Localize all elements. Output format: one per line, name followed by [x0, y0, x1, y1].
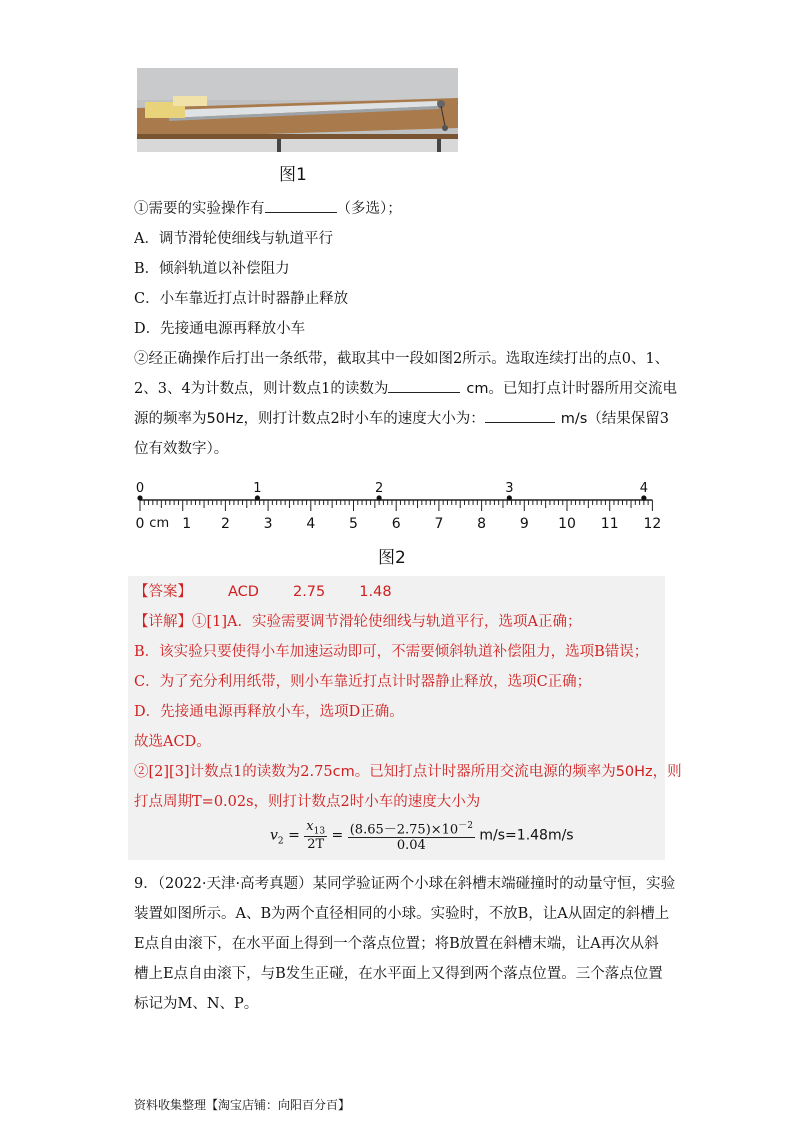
explain-line4: D．先接通电源再释放小车，选项D正确。 — [134, 704, 404, 720]
formula-f2-exp: －2 — [458, 821, 473, 831]
ruler-scale-number: 10 — [558, 516, 576, 532]
explain-line3: C．为了充分利用纸带，则小车靠近打点计时器静止释放，选项C正确； — [134, 674, 592, 690]
question2-line2 — [134, 379, 677, 399]
ruler-svg — [120, 470, 680, 540]
explain-text-1: ①[1]A．实验需要调节滑轮使细线与轨道平行，选项A正确； — [192, 614, 582, 630]
ruler-scale-number: 9 — [519, 516, 529, 532]
tape-point-label: 2 — [374, 481, 384, 496]
answer-blank-2 — [388, 392, 460, 393]
tape-point — [641, 495, 646, 500]
tape-point-label: 1 — [253, 481, 262, 496]
figure2-caption: 图2 — [378, 548, 406, 568]
tape-point — [507, 495, 512, 500]
ruler-scale-number: 6 — [391, 516, 401, 532]
formula-fraction-1 — [304, 819, 327, 853]
answer-blank-3 — [485, 422, 555, 423]
ruler-scale-number: 1 — [182, 516, 192, 532]
answer-value-1: ACD — [228, 584, 259, 600]
ruler-scale-number: 5 — [349, 516, 358, 532]
explain-text-6a: ②[2][3]计数点1的读数为2.75 — [134, 764, 333, 780]
option-c: C．小车靠近打点计时器静止释放 — [134, 291, 349, 307]
tape-point — [377, 495, 382, 500]
ruler-scale-number: 4 — [306, 516, 316, 532]
question2-line3 — [134, 409, 669, 429]
question2-line3-mid: ，则打计数点2时小车的速度大小为： — [243, 411, 485, 427]
explain-line6 — [134, 762, 682, 782]
formula-eq-2: = — [331, 827, 344, 844]
ruler-scale-number: 11 — [600, 516, 619, 532]
unit-mps: m/s — [560, 411, 588, 427]
answer-value-2: 2.75 — [292, 584, 326, 600]
ruler-figure — [120, 470, 680, 540]
explain-text-6c: ，则 — [652, 764, 682, 780]
ruler-scale-number: 2 — [220, 516, 230, 532]
unit-cm: cm — [466, 381, 489, 397]
question2-line3-tail: （结果保留3 — [587, 411, 670, 427]
formula-lhs-sub: 2 — [277, 836, 284, 847]
question9-line4: 槽上E点自由滚下，与B发生正碰，在水平面上又得到两个落点位置。三个落点位置 — [134, 966, 663, 982]
ruler-scale-number: 0 — [135, 516, 145, 532]
formula-f1-num-sub: 13 — [313, 826, 326, 837]
answer-tag: 【答案】 — [134, 584, 192, 600]
explain-line2: B．该实验只要使得小车加速运动即可，不需要倾斜轨道补偿阻力，选项B错误； — [134, 644, 649, 660]
formula-f1-num: x — [306, 818, 314, 834]
tape-point-label: 4 — [639, 481, 649, 496]
answer-value-3: 1.48 — [359, 584, 392, 600]
question9-line3: E点自由滚下，在水平面上得到一个落点位置；将B放置在斜槽末端，让A再次从斜 — [134, 936, 659, 952]
experiment-photo — [137, 68, 458, 152]
question9-line5: 标记为M、N、P。 — [134, 996, 259, 1012]
question1-tail: （多选）； — [336, 201, 402, 217]
question1 — [134, 199, 402, 219]
tape-point-label: 3 — [505, 481, 514, 496]
tape-point-label: 0 — [135, 481, 145, 496]
explain-text-6b: 。已知打点计时器所用交流电源的频率为 — [354, 764, 616, 780]
formula-f1-den: 2T — [307, 837, 325, 853]
formula-result: m/s=1.48m/s — [479, 827, 574, 844]
ruler-unit: cm — [149, 516, 170, 531]
question9-line1: 9．（2022·天津·高考真题）某同学验证两个小球在斜槽末端碰撞时的动量守恒，实验 — [134, 876, 676, 892]
formula-lhs: v — [270, 827, 278, 844]
formula-f2-den: 0.04 — [396, 838, 426, 854]
question2-line2-text: 2、3、4为计数点，则计数点1的读数为 — [134, 381, 389, 397]
figure1-caption: 图1 — [279, 165, 307, 185]
question1-text: ①需要的实验操作有 — [134, 201, 265, 217]
ruler-scale-number: 7 — [434, 516, 444, 532]
ruler-scale-number: 8 — [477, 516, 487, 532]
question2-line2-tail: 。已知打点计时器所用交流电 — [488, 381, 678, 397]
explain-tag: 【详解】 — [134, 614, 192, 630]
formula-f2-num: (8.65－2.75)×10 — [349, 822, 459, 838]
question2-line3-text: 源的频率为 — [134, 411, 207, 427]
option-a: A．调节滑轮使细线与轨道平行 — [134, 231, 333, 247]
option-d: D．先接通电源再释放小车 — [134, 321, 306, 337]
answer-blank-1 — [265, 212, 337, 213]
answer-line — [134, 582, 392, 602]
explain-line7: 打点周期T=0.02s，则打计数点2时小车的速度大小为 — [134, 794, 481, 810]
formula-eq-1: = — [288, 827, 300, 844]
ruler-scale-number: 12 — [643, 516, 662, 532]
frequency-value: 50Hz — [206, 411, 244, 427]
tape-point — [137, 495, 142, 500]
question2-line4: 位有效数字）。 — [134, 441, 229, 457]
option-b: B．倾斜轨道以补偿阻力 — [134, 261, 290, 277]
formula-fraction-2 — [348, 818, 475, 853]
explain-unit-cm: cm — [332, 764, 355, 780]
explain-frequency: 50Hz — [615, 764, 653, 780]
explain-line5: 故选ACD。 — [134, 734, 211, 750]
question9-line2: 装置如图所示。A、B为两个直径相同的小球。实验时，不放B，让A从固定的斜槽上 — [134, 906, 670, 922]
footer-text: 资料收集整理【淘宝店铺：向阳百分百】 — [134, 1098, 351, 1112]
ruler-scale-number: 3 — [263, 516, 273, 532]
velocity-formula — [270, 818, 574, 853]
question2-line1: ②经正确操作后打出一条纸带，截取其中一段如图2所示。选取连续打出的点0、1、 — [134, 351, 670, 367]
explain-line1 — [134, 612, 581, 632]
tape-point — [255, 495, 260, 500]
